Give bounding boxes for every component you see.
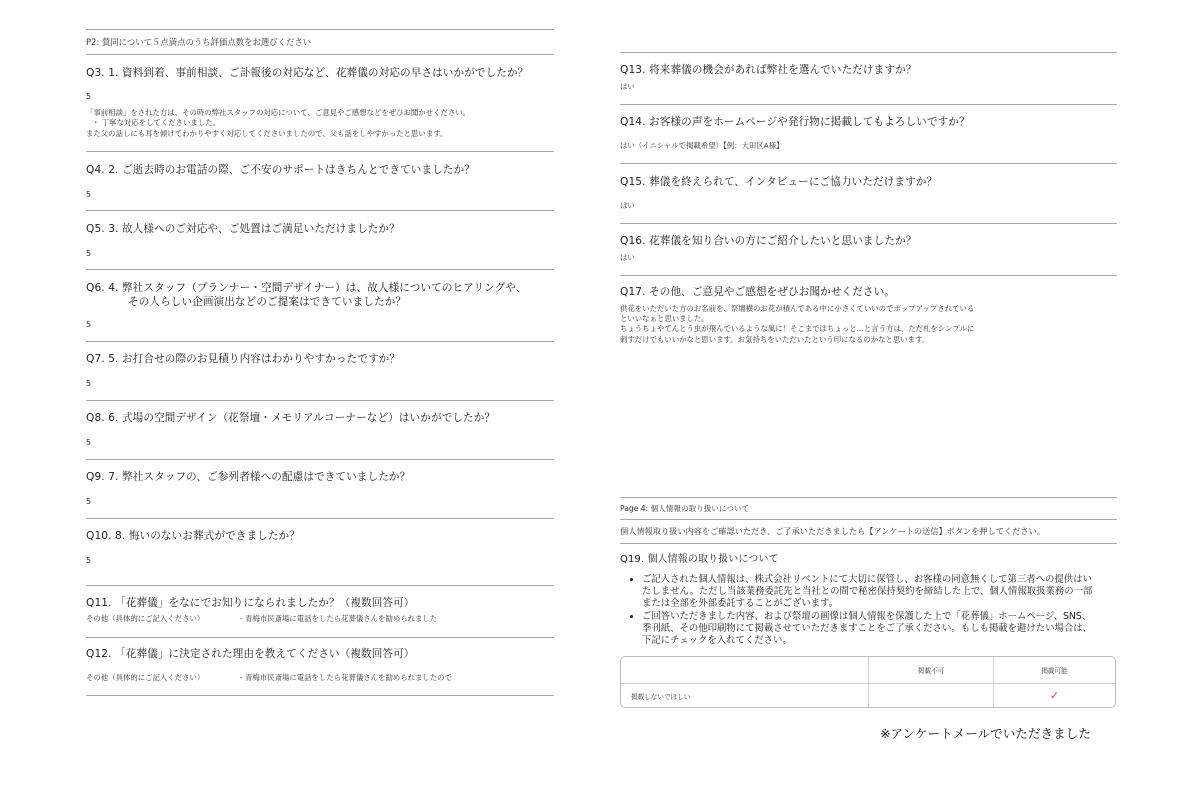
answer-value: はい（イニシャルで掲載希望）【例：大田区A様】 (620, 141, 784, 150)
question-text: Q8. 6. 式場の空間デザイン（花祭壇・メモリアルコーナーなど）はいかがでしたか？ (86, 412, 496, 424)
divider (86, 151, 554, 152)
divider (620, 543, 1117, 544)
checkbox-not-allowed[interactable] (869, 684, 994, 707)
answer-value: - 青梅市民斎場に電話をしたら花葬儀さんを勧められました (240, 614, 438, 623)
check-icon: ✓ (1049, 689, 1060, 702)
answer-value: 5 (86, 379, 92, 388)
answer-value: 5 (86, 556, 92, 565)
divider (86, 400, 554, 401)
divider (86, 54, 554, 55)
divider (86, 269, 554, 270)
divider (620, 104, 1117, 105)
question-text: Q5. 3. 故人様へのご対応や、ご処置はご満足いただけましたか？ (86, 223, 400, 235)
checkbox-allowed[interactable] (994, 684, 1115, 707)
divider (86, 695, 554, 696)
divider (620, 52, 1117, 53)
question-text: Q16. 花葬儀を知り合いの方にご紹介したいと思いましたか？ (620, 235, 917, 247)
question-text: Q13. 将来葬儀の機会があれば弊社を選んでいただけますか？ (620, 64, 917, 76)
question-text: Q3. 1. 資料到着、事前相談、ご訃報後の対応など、花葬儀の対応の早さはいかがでしたか？ (86, 67, 529, 79)
answer-value: 5 (86, 320, 92, 329)
page-header: P2: 賛同について５点満点のうち評価点数をお選びください (86, 37, 312, 47)
answer-value: はい (620, 82, 635, 91)
answer-value: はい (620, 201, 635, 210)
question-text: Q10. 8. 悔いのないお葬式ができましたか？ (86, 530, 300, 542)
divider (620, 519, 1117, 520)
footnote: ※アンケートメールでいただきました (880, 726, 1091, 741)
answer-value: - 青梅市民斎場に電話をしたら花葬儀さんを勧められましたので (240, 673, 452, 682)
question-text: Q14. お客様の声をホームページや発行物に掲載してもよろしいですか？ (620, 116, 970, 128)
privacy-bullets (620, 574, 1097, 647)
question-text: Q4. 2. ご逝去時のお電話の際、ご不安のサポートはきちんとできていましたか？ (86, 164, 475, 176)
divider (86, 29, 554, 30)
comment-line: ・ 丁寧な対応をしてくださいました。 (92, 118, 220, 127)
answer-label: その他（具体的にご記入ください） (86, 614, 205, 623)
comment-line: また父の話しにも耳を傾けてわかりやすく対応してくださいましたので、父も話をしやすかったと思います。 (86, 129, 448, 138)
column-header-allowed: 掲載可能 (994, 657, 1115, 684)
divider (86, 637, 554, 638)
question-text: Q6. 4. 弊社スタッフ（プランナー・空間デザイナー）は、故人様についてのヒアリングや、 (86, 282, 527, 294)
question-text: Q11. 「花葬儀」をなにでお知りになられましたか？（複数回答可） (86, 597, 415, 609)
table-corner (621, 657, 869, 684)
question-text: その人らしい企画演出などのご提案はできていましたか？ (128, 296, 407, 308)
question-text: Q19. 個人情報の取り扱いについて (620, 554, 779, 565)
privacy-bullet: • ご記入された個人情報は、株式会社リベントにて大切に保管し、お客様の同意無くして第三者への提供はいたしません。ただし当該業務委託先と当社との間で秘密保持契約を締結した上で、個人情報取扱業務の一部または全部を外部委託することがございます。 (642, 574, 1097, 611)
divider (620, 497, 1117, 498)
page4-header: Page 4: 個人情報の取り扱いについて (620, 504, 750, 513)
question-text: Q9. 7. 弊社スタッフの、ご参列者様への配慮はできていましたか？ (86, 471, 411, 483)
divider (86, 585, 554, 586)
answer-label: その他（具体的にご記入ください） (86, 673, 205, 682)
answer-value: 5 (86, 190, 92, 199)
answer-line: といいなぁと思いました。 (620, 314, 709, 323)
question-text: Q15. 葬儀を終えられて、インタビューにご協力いただけますか？ (620, 176, 938, 188)
answer-line: 供花をいただいた方のお名前を、祭壇横のお花が積んである中に小さくていいのでポップアップされている (620, 304, 975, 313)
answer-line: 刺すだけでもいいかなと思います。お気持ちをいただいたという印になるのかなと思います。 (620, 335, 930, 344)
answer-value: はい (620, 253, 635, 262)
comment-line: 「事前相談」をされた方は、その時の弊社スタッフの対応について、ご意見やご感想などをぜひお聞かせください。 (86, 108, 471, 117)
answer-value: 5 (86, 438, 92, 447)
question-text: Q17. その他、ご意見やご感想をぜひお聞かせください。 (620, 286, 896, 298)
divider (86, 459, 554, 460)
question-text: Q7. 5. お打合せの際のお見積り内容はわかりやすかったですか？ (86, 353, 401, 365)
answer-value: 5 (86, 92, 92, 101)
answer-value: 5 (86, 497, 92, 506)
column-header-not-allowed: 掲載不可 (869, 657, 994, 684)
consent-table (620, 656, 1116, 708)
answer-value: 5 (86, 249, 92, 258)
divider (86, 210, 554, 211)
divider (620, 275, 1117, 276)
question-text: Q12. 「花葬儀」に決定された理由を教えてください（複数回答可） (86, 648, 415, 660)
divider (86, 518, 554, 519)
page4-instruction: 個人情報取り扱い内容をご確認いただき、ご了承いただきましたら【アンケートの送信】ボタンを押してください。 (620, 526, 1045, 536)
answer-line: ちょうちょやてんとう虫が飛んでいるような風に！そこまではちょっと…と言う方は、ただ札をシンプルに (620, 324, 975, 333)
divider (620, 163, 1117, 164)
row-label: 掲載しないでほしい (621, 684, 869, 707)
divider (620, 223, 1117, 224)
privacy-bullet: • ご回答いただきました内容、および祭壇の画像は個人情報を保護した上で「花葬儀」ホームページ、SNS、季刊紙、その他印刷物にて掲載させていただきますことをご了承ください。もしも掲載を避けたい場合は、下記にチェックを入れてください。 (642, 611, 1097, 648)
divider (86, 341, 554, 342)
